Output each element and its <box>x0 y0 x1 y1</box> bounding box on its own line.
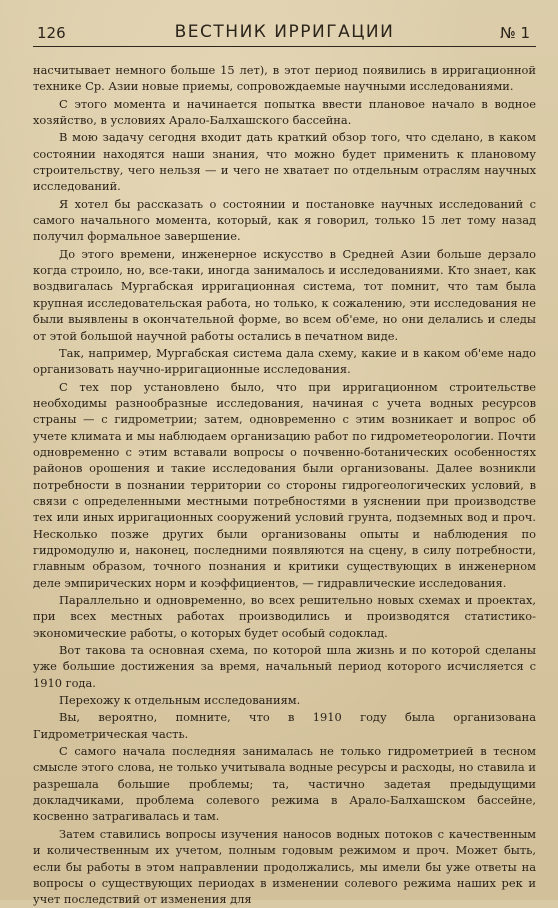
header-rule <box>33 46 536 47</box>
paragraph: Затем ставились вопросы изучения наносов водных потоков с качественным и количественным их учетом, полным годовым режимом и проч. Может быть, если бы работы в этом направлении продолжались, мы имели бы уже ответы на вопросы о существующих периодах в изменении солевого режима наших рек и учет последствий от изменения для <box>33 826 536 907</box>
paragraph: Я хотел бы рассказать о состоянии и постановке научных исследований с самого начального момента, который, как я говорил, только 15 лет тому назад получил формальное завершение. <box>33 196 536 244</box>
page-header <box>33 0 536 44</box>
paragraph: Вы, вероятно, помните, что в 1910 году была организована Гидрометрическая часть. <box>33 710 536 741</box>
paragraph: С самого начала последняя занималась не только гидрометрией в тесном смысле этого слова, не только учитывала водные ресурсы и расходы, но ставила и разрешала большие проблемы; та, частично задетая предыдущими докладчиками, проблема солевого режима в Арало-Балхашском бассейне, косвенно затрагивалась и там. <box>33 744 536 824</box>
paragraph: В мою задачу сегодня входит дать краткий обзор того, что сделано, в каком состоянии находятся наши знания, что можно будет применить к плановому строительству, чего нельзя — и чего не хватает по отдельным отраслям научных исследований. <box>33 130 536 194</box>
paragraph: насчитывает немного больше 15 лет), в этот период появились в ирригационной технике Ср. Азии новые приемы, сопровождаемые научными исследованиями. <box>33 63 536 94</box>
paragraph: Так, например, Мургабская система дала схему, какие и в каком об'еме надо организовать научно-ирригационные исследования. <box>33 345 536 377</box>
issue-number: № 1 <box>500 24 530 42</box>
paragraph: С тех пор установлено было, что при ирригационном строительстве необходимы разнообразные исследования, начиная с учета водных ресурсов страны — с гидрометрии; затем, одновременно с этим возникает и вопрос об учете климата и мы наблюдаем организацию работ по гидрометеорологии. Почти одновременно с этим вставали вопросы о почвенно-ботанических особенностях районов орошения и такие исследования были организованы. Далее возникли потребности в познании территории со стороны гидрогеологических условий, в связи с определенными местными потребностями в уяснении при производстве тех или иных ирригационных сооружений условий грунта, подземных вод и проч. Несколько позже других были организованы опыты и наблюдения по гидромодулю и, наконец, последними появляются на сцену, в силу потребности, главным образом, точного познания и критики существующих в инженерном деле эмпирических норм и коэффициентов, — гидравлические исследования. <box>33 379 536 590</box>
page-number: 126 <box>37 24 66 42</box>
journal-title: ВЕСТНИК ИРРИГАЦИИ <box>174 22 395 42</box>
paragraph: Вот такова та основная схема, по которой шла жизнь и по которой сделаны уже большие достижения за время, начальный период которого исчисляется с 1910 года. <box>33 643 536 690</box>
paragraph: Перехожу к отдельным исследованиям. <box>59 693 301 708</box>
paragraph: С этого момента и начинается попытка ввести плановое начало в водное хозяйство, в условиях Арало-Балхашского бассейна. <box>33 96 536 128</box>
paragraph: До этого времени, инженерное искусство в Средней Азии больше дерзало когда строило, но, все-таки, иногда занималось и исследованиями. Кто знает, как воздвигалась Мургабская ирригационная система, тот помнит, что там была крупная исследовательская работа, но только, к сожалению, эти исследования не были выявлены в окончательной форме, во всем об'еме, но они делались и следы от этой большой научной работы остались в печатном виде. <box>33 246 536 343</box>
article-body <box>33 62 536 908</box>
paragraph: Параллельно и одновременно, во всех решительно новых схемах и проектах, при всех местных работах производились и производятся статистико-экономические работы, о которых будет особый содоклад. <box>33 593 536 640</box>
